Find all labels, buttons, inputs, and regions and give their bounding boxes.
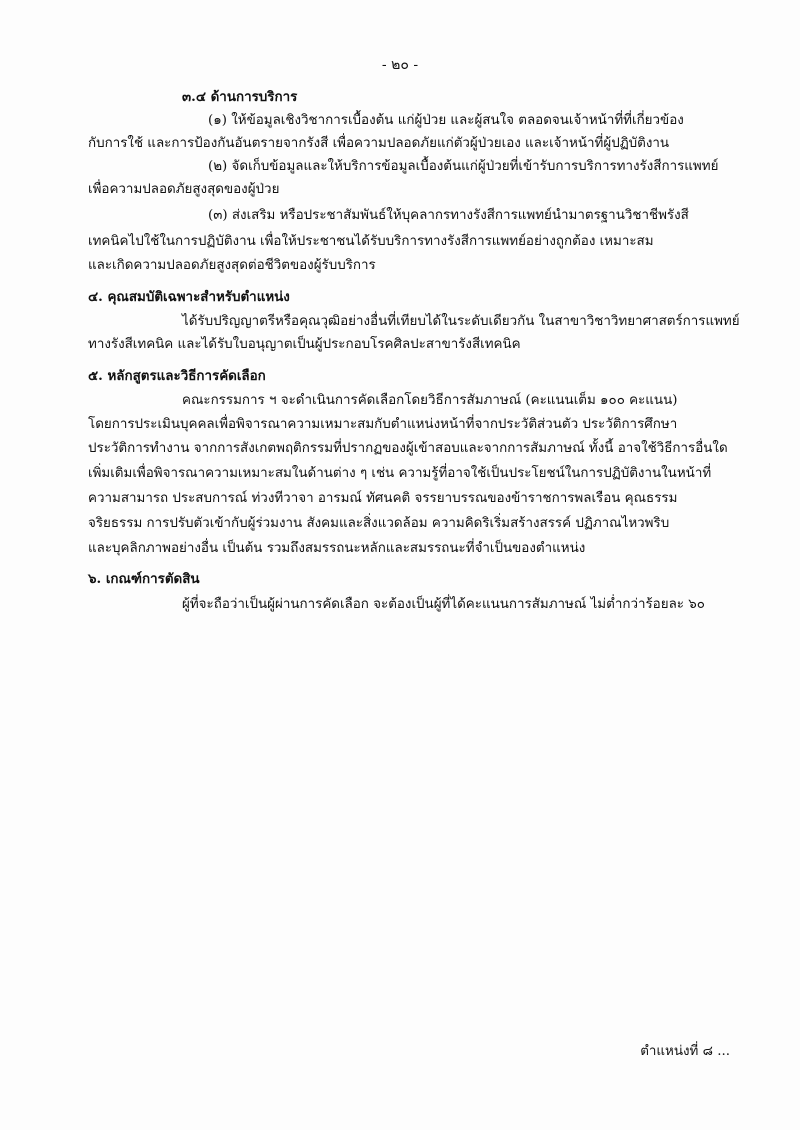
section-3-4-item3-line3: และเกิดความปลอดภัยสูงสุดต่อชีวิตของผู้รับบริการ xyxy=(88,258,376,273)
section-5-line4: เพิ่มเติมเพื่อพิจารณาความเหมาะสมในด้านต่าง ๆ เช่น ความรู้ที่อาจใช้เป็นประโยชน์ในการปฏิบัติงานในหน้าที่ xyxy=(88,466,712,481)
section-5-line3: ประวัติการทำงาน จากการสังเกตพฤติกรรมที่ปรากฏของผู้เข้าสอบและจากการสัมภาษณ์ ทั้งนี้ อาจใช้วิธีการอื่นใด xyxy=(88,441,728,456)
section-3-4-item2-line2: เพื่อความปลอดภัยสูงสุดของผู้ป่วย xyxy=(88,182,280,197)
section-5-line2: โดยการประเมินบุคคลเพื่อพิจารณาความเหมาะสมกับตำแหน่งหน้าที่จากประวัติส่วนตัว ประวัติการศึกษา xyxy=(88,417,678,432)
section-4-line1: ได้รับปริญญาตรีหรือคุณวุฒิอย่างอื่นที่เทียบได้ในระดับเดียวกัน ในสาขาวิชาวิทยาศาสตร์การแพทย์ xyxy=(182,314,740,329)
section-3-4-item3-line1: (๓) ส่งเสริม หรือประชาสัมพันธ์ให้บุคลากรทางรังสีการแพทย์นำมาตรฐานวิชาชีพรังสี xyxy=(208,208,689,223)
section-6-heading: ๖. เกณฑ์การตัดสิน xyxy=(88,571,200,587)
section-6-line1: ผู้ที่จะถือว่าเป็นผู้ผ่านการคัดเลือก จะต้องเป็นผู้ที่ได้คะแนนการสัมภาษณ์ ไม่ต่ำกว่าร้อยละ ๖๐ xyxy=(182,597,705,612)
section-5-heading: ๕. หลักสูตรและวิธีการคัดเลือก xyxy=(88,368,266,384)
section-5-line6: จริยธรรม การปรับตัวเข้ากับผู้ร่วมงาน สังคมและสิ่งแวดล้อม ความคิดริเริ่มสร้างสรรค์ ปฏิภาณไหวพริบ xyxy=(88,516,670,531)
section-3-4-item2-line1: (๒) จัดเก็บข้อมูลและให้บริการข้อมูลเบื้องต้นแก่ผู้ป่วยที่เข้ารับการบริการทางรังสีการแพทย์ xyxy=(208,159,719,174)
section-5-line7: และบุคลิกภาพอย่างอื่น เป็นต้น รวมถึงสมรรถนะหลักและสมรรถนะที่จำเป็นของตำแหน่ง xyxy=(88,541,586,556)
section-4-line2: ทางรังสีเทคนิค และได้รับใบอนุญาตเป็นผู้ประกอบโรคศิลปะสาขารังสีเทคนิค xyxy=(88,337,521,352)
section-4-heading: ๔. คุณสมบัติเฉพาะสำหรับตำแหน่ง xyxy=(88,289,290,305)
continuation-footer: ตำแหน่งที่ ๘ ... xyxy=(640,1044,730,1059)
section-3-4-item3-line2: เทคนิคไปใช้ในการปฏิบัติงาน เพื่อให้ประชาชนได้รับบริการทางรังสีการแพทย์อย่างถูกต้อง เหมาะสม xyxy=(88,234,654,249)
section-3-4-item1-line1: (๑) ให้ข้อมูลเชิงวิชาการเบื้องต้น แก่ผู้ป่วย และผู้สนใจ ตลอดจนเจ้าหน้าที่ที่เกี่ยวข้อง xyxy=(208,113,684,128)
page-number: - ๒๐ - xyxy=(381,57,419,73)
section-5-line5: ความสามารถ ประสบการณ์ ท่วงทีวาจา อารมณ์ ทัศนคติ จรรยาบรรณของข้าราชการพลเรือน คุณธรรม xyxy=(88,491,678,506)
section-3-4-item1-line2: กับการใช้ และการป้องกันอันตรายจากรังสี เพื่อความปลอดภัยแก่ตัวผู้ป่วยเอง และเจ้าหน้าที่ผู้ปฏิบัติงาน xyxy=(88,136,670,151)
section-3-4-heading: ๓.๔ ด้านการบริการ xyxy=(182,89,298,105)
section-5-line1: คณะกรรมการ ฯ จะดำเนินการคัดเลือกโดยวิธีการสัมภาษณ์ (คะแนนเต็ม ๑๐๐ คะแนน) xyxy=(182,393,678,408)
